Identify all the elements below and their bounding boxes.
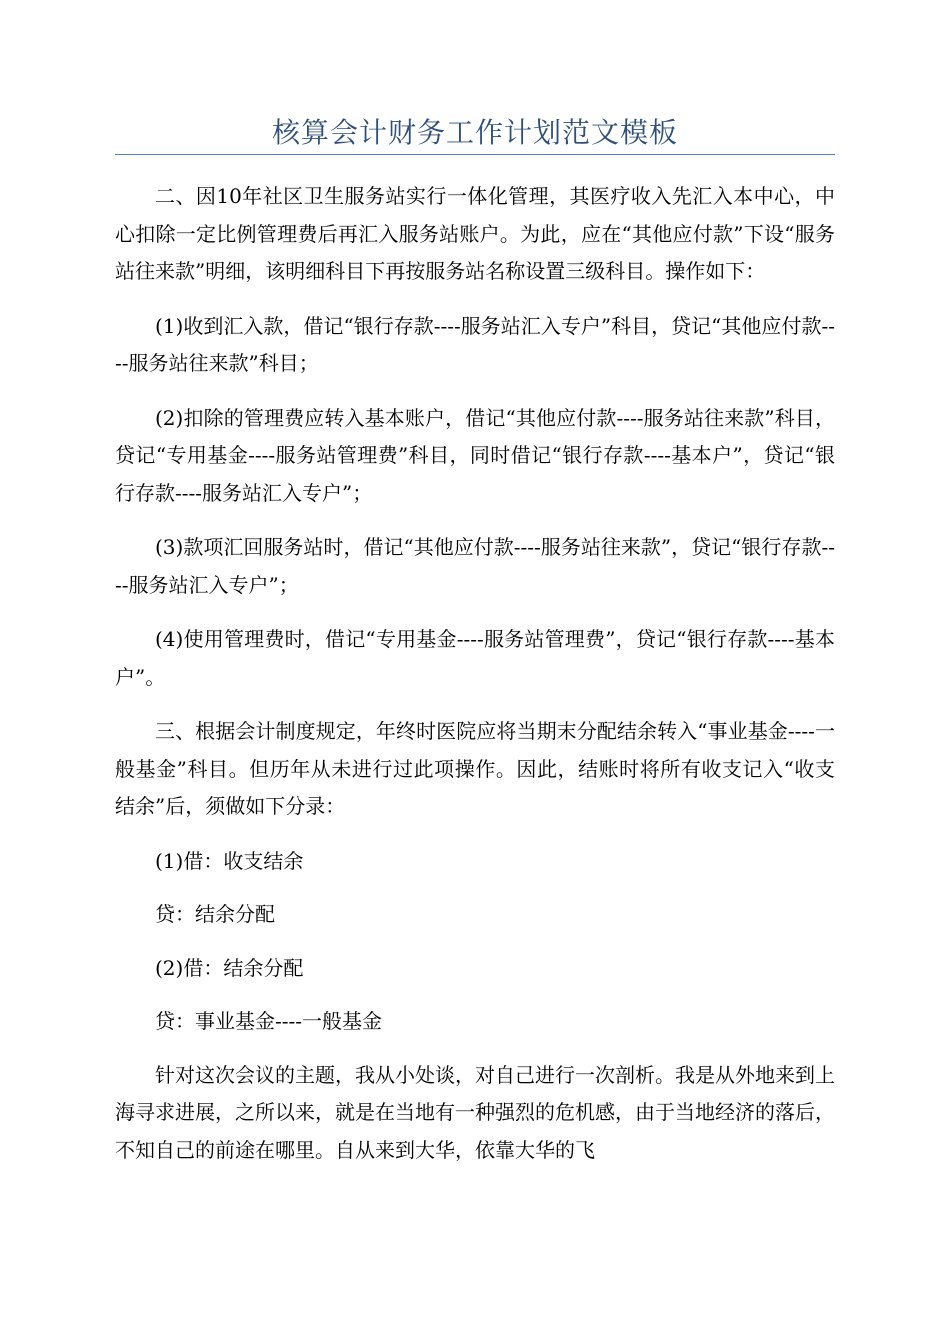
paragraph-year-end: 三、根据会计制度规定，年终时医院应将当期末分配结余转入“事业基金----一般基金”科目。但历年从未进行过此项操作。因此，结账时将所有收支记入“收支结余”后，须做如下分录：: [115, 719, 835, 818]
paragraph-entry-3: (3)款项汇回服务站时，借记“其他应付款----服务站往来款”，贷记“银行存款----服务站汇入专户”；: [115, 535, 835, 597]
document-title: 核算会计财务工作计划范文模板: [271, 116, 678, 149]
document-body: [115, 178, 835, 1186]
paragraph-credit-1: 贷：结余分配: [155, 902, 275, 926]
paragraph-entry-1: (1)收到汇入款，借记“银行存款----服务站汇入专户”科目，贷记“其他应付款----服务站往来款”科目；: [115, 313, 835, 375]
title-divider: [115, 154, 835, 155]
paragraph-debit-1: (1)借：收支结余: [155, 848, 304, 873]
paragraph-entry-2: (2)扣除的管理费应转入基本账户，借记“其他应付款----服务站往来款”科目，贷记“专用基金----服务站管理费”科目，同时借记“银行存款----基本户”，贷记“银行存款----服务站汇入专户”；: [115, 405, 835, 505]
paragraph-credit-2: 贷：事业基金----一般基金: [155, 1009, 383, 1033]
paragraph-entry-4: (4)使用管理费时，借记“专用基金----服务站管理费”，贷记“银行存款----基本户”。: [115, 627, 835, 689]
paragraph-reflection: 针对这次会议的主题，我从小处谈，对自己进行一次剖析。我是从外地来到上海寻求进展，之所以来，就是在当地有一种强烈的危机感，由于当地经济的落后，不知自己的前途在哪里。自从来到大华，依靠大华的飞: [115, 1062, 835, 1162]
paragraph-community-station: 二、因10年社区卫生服务站实行一体化管理，其医疗收入先汇入本中心，中心扣除一定比例管理费后再汇入服务站账户。为此，应在“其他应付款”下设“服务站往来款”明细，该明细科目下再按服务站名称设置三级科目。操作如下：: [115, 184, 835, 283]
paragraph-debit-2: (2)借：结余分配: [155, 955, 304, 980]
